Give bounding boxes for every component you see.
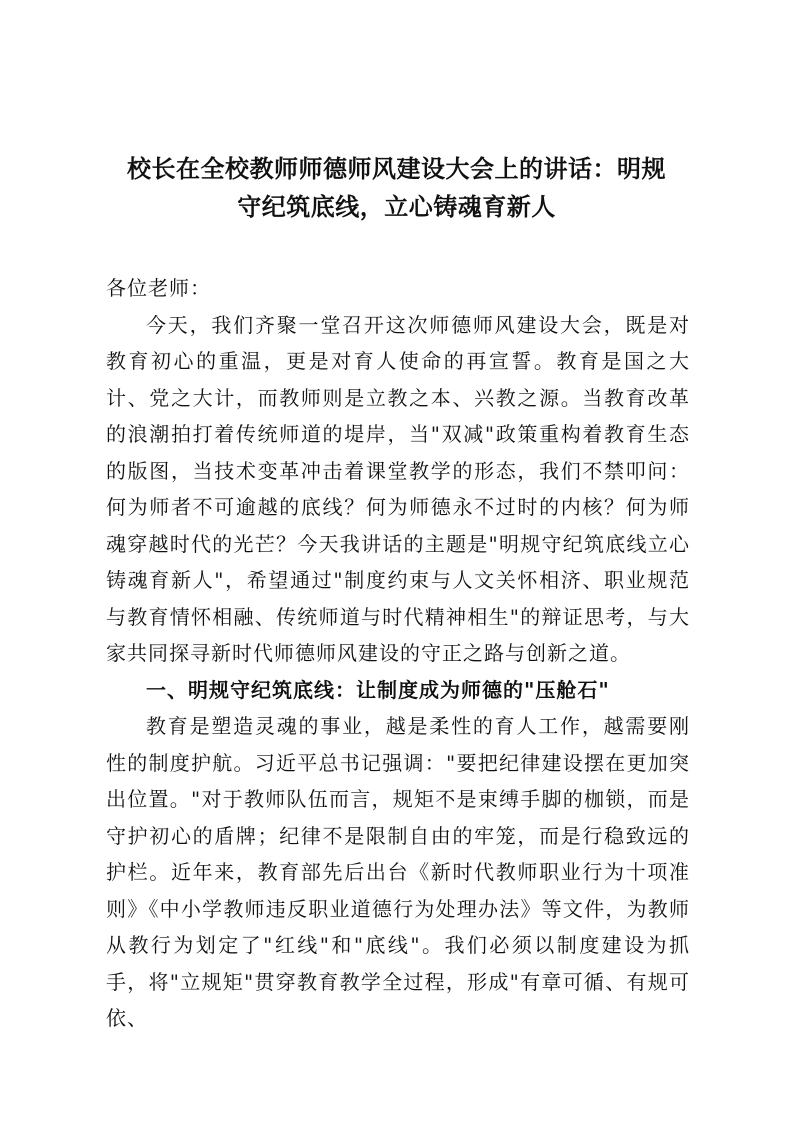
document-body [106, 270, 690, 1037]
title-line-2: 守纪筑底线，立心铸魂育新人 [237, 193, 556, 221]
salutation: 各位老师： [106, 276, 211, 300]
title-line-1: 校长在全校教师师德师风建设大会上的讲话：明规 [127, 155, 666, 183]
document-title [96, 150, 697, 226]
paragraph-intro: 今天，我们齐聚一堂召开这次师德师风建设大会，既是对教育初心的重温，更是对育人使命的再宣誓。教育是国之大计、党之大计，而教师则是立教之本、兴教之源。当教育改革的浪潮拍打着传统师道的堤岸，当"双减"政策重构着教育生态的版图，当技术变革冲击着课堂教学的形态，我们不禁叩问：何为师者不可逾越的底线？何为师德永不过时的内核？何为师魂穿越时代的光芒？今天我讲话的主题是"明规守纪筑底线立心铸魂育新人"，希望通过"制度约束与人文关怀相济、职业规范与教育情怀相融、传统师道与时代精神相生"的辩证思考，与大家共同探寻新时代师德师风建设的守正之路与创新之道。 [106, 312, 690, 665]
section-heading-1: 一、明规守纪筑底线：让制度成为师德的"压舱石" [146, 677, 610, 702]
paragraph-section-1: 教育是塑造灵魂的事业，越是柔性的育人工作，越需要刚性的制度护航。习近平总书记强调："要把纪律建设摆在更加突出位置。"对于教师队伍而言，规矩不是束缚手脚的枷锁，而是守护初心的盾牌；纪律不是限制自由的牢笼，而是行稳致远的护栏。近年来，教育部先后出台《新时代教师职业行为十项准则》《中小学教师违反职业道德行为处理办法》等文件，为教师从教行为划定了"红线"和"底线"。我们必须以制度建设为抓手，将"立规矩"贯穿教育教学全过程，形成"有章可循、有规可依、 [106, 714, 690, 1030]
